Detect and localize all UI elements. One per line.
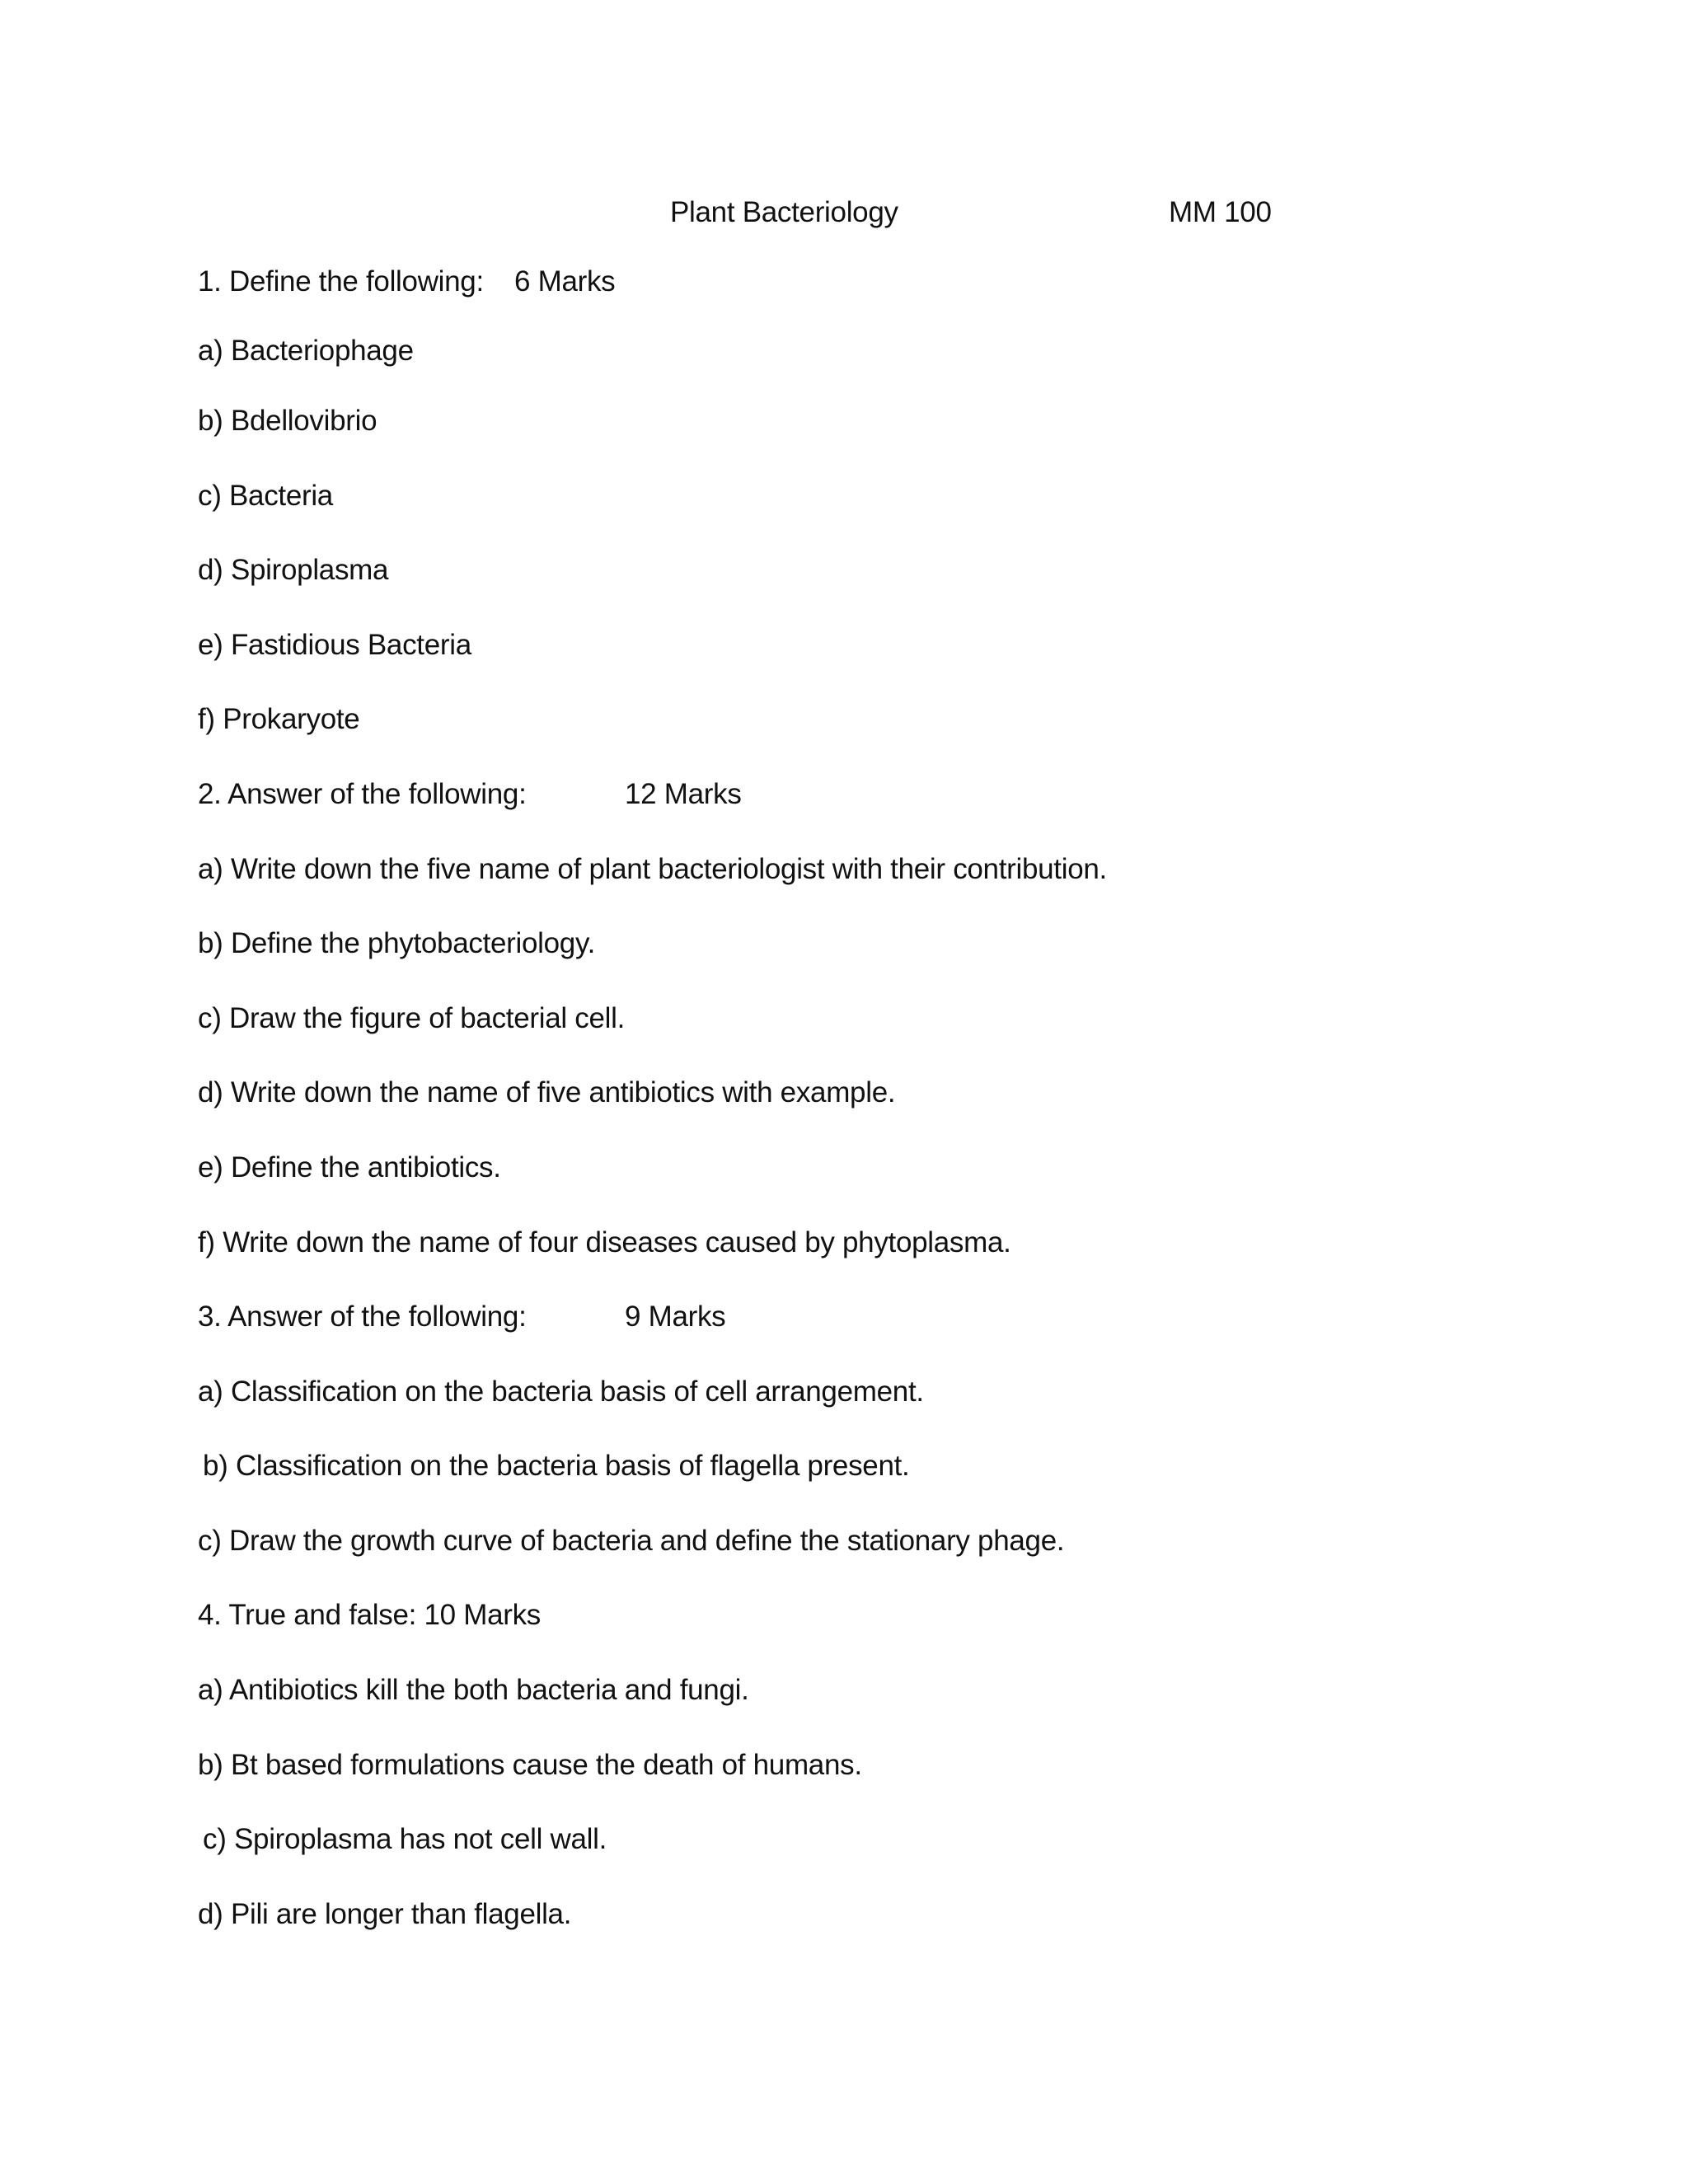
- q2-marks: 12 Marks: [625, 778, 742, 810]
- q3-item-a: a) Classification on the bacteria basis of cell arrangement.: [198, 1376, 924, 1408]
- q2-item-b: b) Define the phytobacteriology.: [198, 927, 595, 959]
- q2-item-d: d) Write down the name of five antibiotics with example.: [198, 1076, 896, 1108]
- q3-heading: 3. Answer of the following:: [198, 1301, 527, 1333]
- max-marks: MM 100: [1169, 196, 1272, 228]
- q4-item-c: c) Spiroplasma has not cell wall.: [203, 1823, 607, 1855]
- q2-item-a: a) Write down the five name of plant bacteriologist with their contribution.: [198, 853, 1107, 885]
- q1-item-e: e) Fastidious Bacteria: [198, 629, 471, 661]
- q4-item-d: d) Pili are longer than flagella.: [198, 1898, 572, 1930]
- q1-heading: 1. Define the following:: [198, 265, 484, 298]
- q4-heading: 4. True and false: 10 Marks: [198, 1599, 542, 1631]
- q1-item-d: d) Spiroplasma: [198, 554, 389, 586]
- q2-heading: 2. Answer of the following:: [198, 778, 527, 810]
- q1-marks: 6 Marks: [514, 265, 616, 298]
- q2-item-e: e) Define the antibiotics.: [198, 1151, 501, 1183]
- q3-item-b: b) Classification on the bacteria basis of flagella present.: [203, 1450, 910, 1482]
- q2-item-c: c) Draw the figure of bacterial cell.: [198, 1002, 626, 1034]
- q3-item-c: c) Draw the growth curve of bacteria and define the stationary phage.: [198, 1525, 1065, 1557]
- paper-title: Plant Bacteriology: [670, 196, 898, 228]
- q2-item-f: f) Write down the name of four diseases caused by phytoplasma.: [198, 1226, 1011, 1258]
- q1-item-a: a) Bacteriophage: [198, 335, 414, 367]
- q1-item-f: f) Prokaryote: [198, 703, 360, 735]
- q4-item-a: a) Antibiotics kill the both bacteria and fungi.: [198, 1674, 749, 1706]
- q3-marks: 9 Marks: [625, 1301, 726, 1333]
- q4-item-b: b) Bt based formulations cause the death of humans.: [198, 1749, 862, 1781]
- q1-item-b: b) Bdellovibrio: [198, 405, 377, 437]
- q1-item-c: c) Bacteria: [198, 480, 333, 512]
